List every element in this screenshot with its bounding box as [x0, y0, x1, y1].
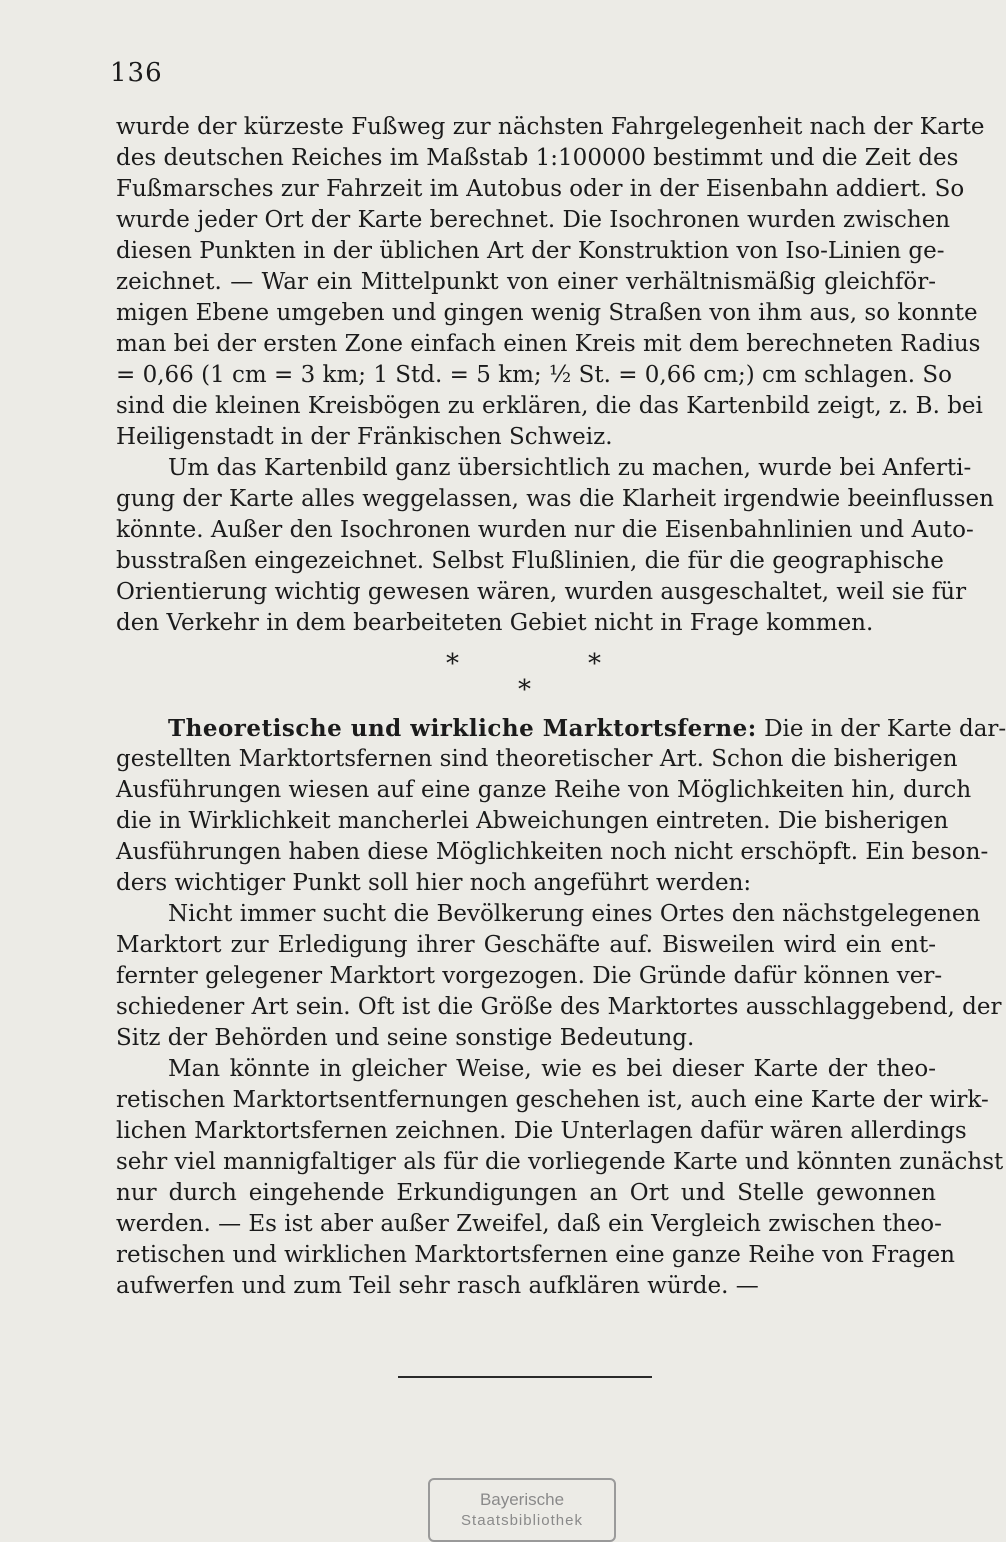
text-line: lichen Marktortsfernen zeichnen. Die Unterlagen dafür wären allerdings: [116, 1118, 967, 1144]
paragraph-2: [116, 453, 994, 639]
paragraph-5: [116, 1054, 1004, 1302]
text-line: gestellten Marktortsfernen sind theoretischer Art. Schon die bisherigen: [116, 746, 958, 772]
text-line: Sitz der Behörden und seine sonstige Bedeutung.: [116, 1025, 695, 1051]
text-line: sehr viel mannigfaltiger als für die vorliegende Karte und könnten zunächst: [116, 1149, 1004, 1175]
text-line: Ausführungen haben diese Möglichkeiten noch nicht erschöpft. Ein beson-: [116, 839, 989, 865]
text-line: diesen Punkten in der üblichen Art der Konstruktion von Iso-Linien ge-: [116, 238, 945, 264]
text-line: zeichnet. — War ein Mittelpunkt von einer verhältnismäßig gleichför-: [116, 269, 936, 295]
footnote-rule: [398, 1376, 652, 1378]
text-line: retischen und wirklichen Marktortsfernen eine ganze Reihe von Fragen: [116, 1242, 955, 1268]
text-line: den Verkehr in dem bearbeiteten Gebiet nicht in Frage kommen.: [116, 610, 874, 636]
text-line: Man könnte in gleicher Weise, wie es bei dieser Karte der theo-: [168, 1056, 936, 1082]
page-number: 136: [110, 58, 163, 88]
stamp-text: Bayerische: [479, 1490, 565, 1509]
separator-star: *: [446, 649, 459, 679]
separator-star: *: [518, 675, 531, 705]
text-line: Marktort zur Erledigung ihrer Geschäfte auf. Bisweilen wird ein ent-: [116, 932, 936, 958]
stamp-text: Staatsbibliothek: [461, 1512, 583, 1529]
text-line: busstraßen eingezeichnet. Selbst Flußlinien, die für die geographische: [116, 548, 944, 574]
text-line: retischen Marktortsentfernungen geschehen ist, auch eine Karte der wirk-: [116, 1087, 989, 1113]
text-line: wurde der kürzeste Fußweg zur nächsten Fahrgelegenheit nach der Karte: [116, 114, 985, 140]
text-line: nur durch eingehende Erkundigungen an Ort und Stelle gewonnen: [116, 1180, 936, 1206]
text-line: Fußmarsches zur Fahrzeit im Autobus oder in der Eisenbahn addiert. So: [116, 176, 965, 202]
text-line: gung der Karte alles weggelassen, was die Klarheit irgendwie beeinflussen: [116, 486, 994, 512]
body-text: [116, 112, 1006, 1302]
text-line: [116, 713, 1006, 744]
text-line: werden. — Es ist aber außer Zweifel, daß ein Vergleich zwischen theo-: [116, 1211, 942, 1237]
text-line: migen Ebene umgeben und gingen wenig Straßen von ihm aus, so konnte: [116, 300, 978, 326]
text-line: wurde jeder Ort der Karte berechnet. Die Isochronen wurden zwischen: [116, 207, 951, 233]
section-separator: [116, 641, 936, 713]
library-stamp: [428, 1478, 616, 1542]
text-line: ders wichtiger Punkt soll hier noch angeführt werden:: [116, 870, 752, 896]
text-line: Um das Kartenbild ganz übersichtlich zu machen, wurde bei Anferti-: [168, 455, 972, 481]
text-line: Orientierung wichtig gewesen wären, wurden ausgeschaltet, weil sie für: [116, 579, 967, 605]
text-line: Nicht immer sucht die Bevölkerung eines Ortes den nächstgelegenen: [168, 901, 981, 927]
text-line: könnte. Außer den Isochronen wurden nur die Eisenbahnlinien und Auto-: [116, 517, 974, 543]
heading-continuation: Die in der Karte dar-: [764, 716, 1006, 742]
text-line: = 0,66 (1 cm = 3 km; 1 Std. = 5 km; ½ St. = 0,66 cm;) cm schlagen. So: [116, 362, 952, 388]
text-line: die in Wirklichkeit mancherlei Abweichungen eintreten. Die bisherigen: [116, 808, 949, 834]
text-line: schiedener Art sein. Oft ist die Größe des Marktortes ausschlaggebend, der: [116, 994, 1002, 1020]
section-heading: Theoretische und wirkliche Marktortsferne:: [168, 715, 757, 742]
separator-star: *: [588, 649, 601, 679]
text-line: fernter gelegener Marktort vorgezogen. Die Gründe dafür können ver-: [116, 963, 943, 989]
text-line: des deutschen Reiches im Maßstab 1:100000 bestimmt und die Zeit des: [116, 145, 959, 171]
text-line: sind die kleinen Kreisbögen zu erklären, die das Kartenbild zeigt, z. B. bei: [116, 393, 983, 419]
text-line: man bei der ersten Zone einfach einen Kreis mit dem berechneten Radius: [116, 331, 981, 357]
text-line: Heiligenstadt in der Fränkischen Schweiz.: [116, 424, 613, 450]
text-line: aufwerfen und zum Teil sehr rasch aufklären würde. —: [116, 1273, 759, 1299]
paragraph-4: [116, 899, 1002, 1054]
text-line: Ausführungen wiesen auf eine ganze Reihe von Möglichkeiten hin, durch: [116, 777, 972, 803]
paragraph-3: [116, 713, 1006, 899]
paragraph-1: [116, 112, 985, 453]
